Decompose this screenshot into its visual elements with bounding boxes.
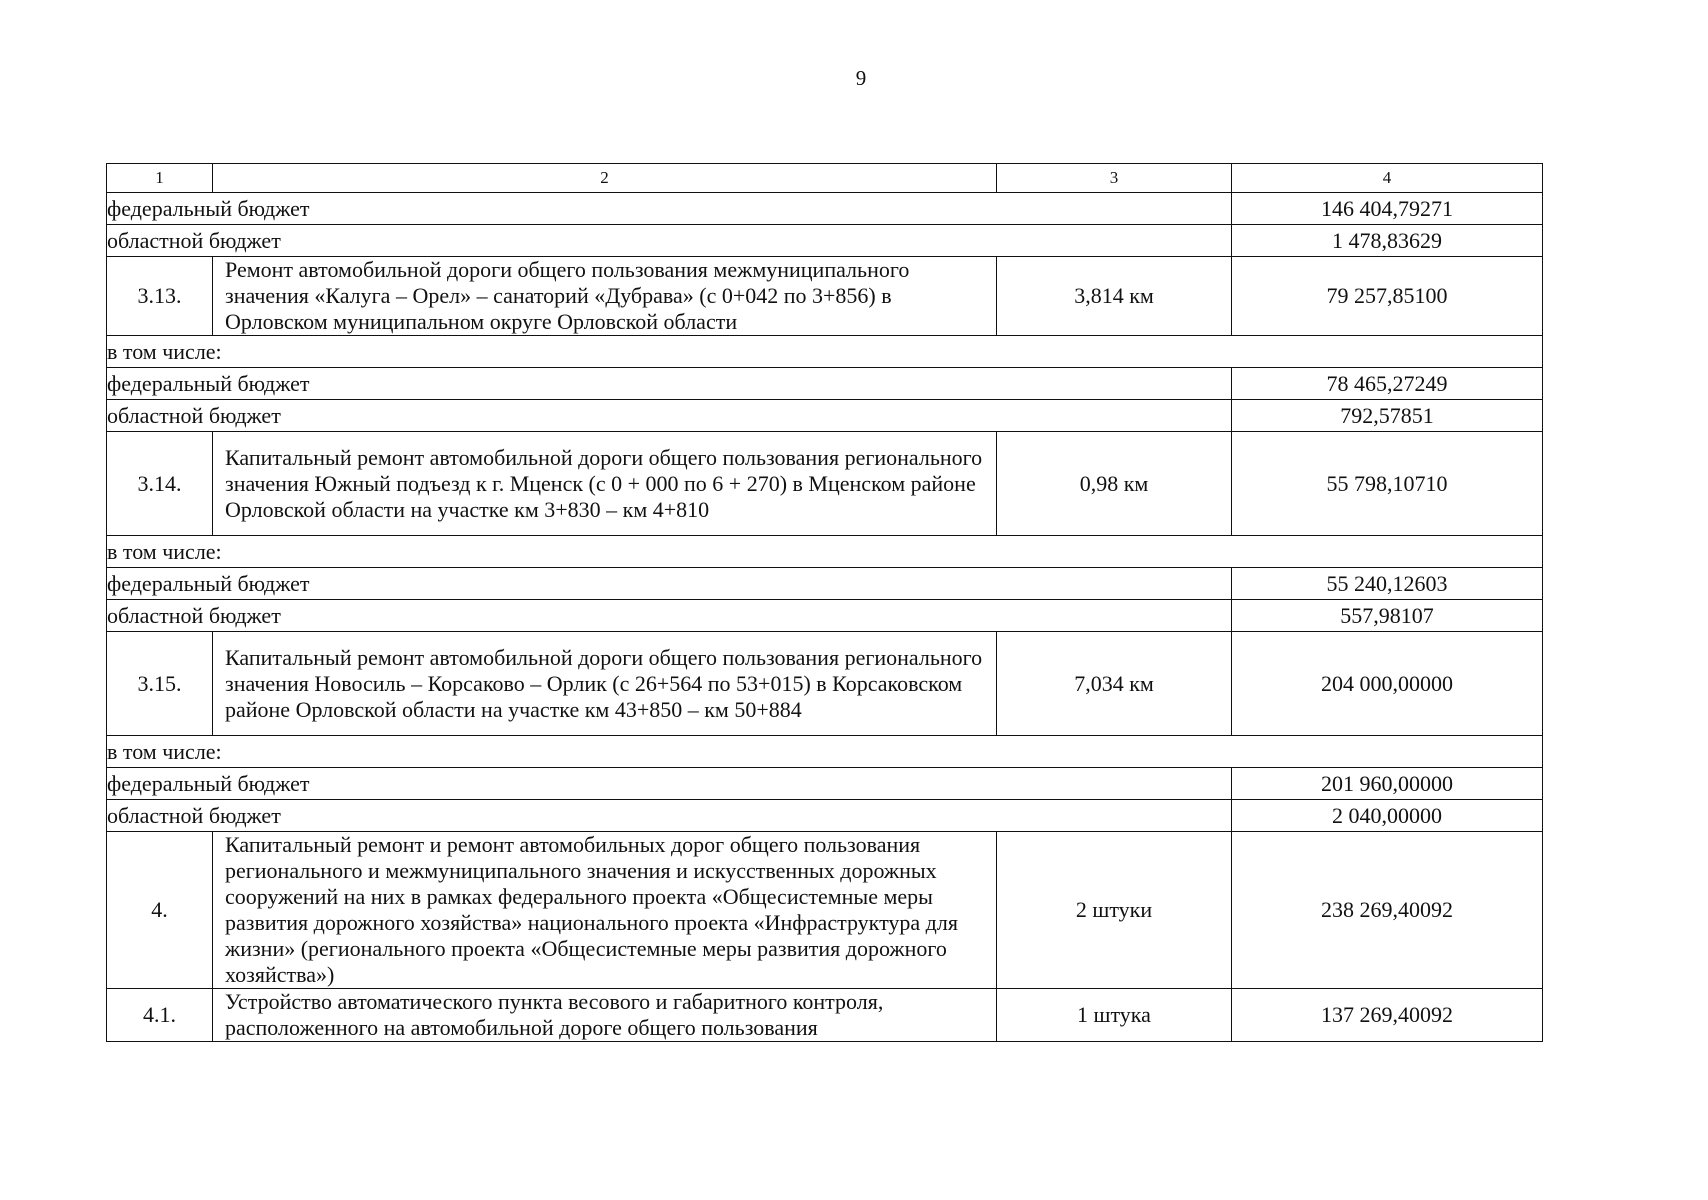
budget-value: 557,98107 [1232,600,1543,632]
item-description: Ремонт автомобильной дороги общего пользования межмуниципального значения «Калуга – Орел» – санаторий «Дубрава» (с 0+042 по 3+856) в Орловском муниципальном округе Орловской области [213,257,997,336]
column-number-1: 1 [107,164,213,193]
table-row [107,432,1543,536]
column-number-4: 4 [1232,164,1543,193]
page-number: 9 [855,66,867,90]
item-value: 79 257,85100 [1232,257,1543,336]
item-value: 238 269,40092 [1232,832,1543,989]
budget-label: федеральный бюджет [107,368,1232,400]
subtotal-note: в том числе: [107,736,1543,768]
column-number-2: 2 [213,164,997,193]
table-row [107,800,1543,832]
table-row [107,600,1543,632]
table-row [107,989,1543,1042]
item-value: 55 798,10710 [1232,432,1543,536]
item-description: Капитальный ремонт и ремонт автомобильных дорог общего пользования регионального и межмуниципального значения и искусственных дорожных сооружений на них в рамках федерального проекта «Общесистемные меры развития дорожного хозяйства» национального проекта «Инфраструктура для жизни» (регионального проекта «Общесистемные меры развития дорожного хозяйства») [213,832,997,989]
budget-value: 201 960,00000 [1232,768,1543,800]
item-quantity: 3,814 км [997,257,1232,336]
subtotal-note: в том числе: [107,336,1543,368]
budget-value: 2 040,00000 [1232,800,1543,832]
item-number: 4.1. [107,989,213,1042]
budget-value: 55 240,12603 [1232,568,1543,600]
budget-value: 146 404,79271 [1232,193,1543,225]
item-description: Устройство автоматического пункта весового и габаритного контроля, расположенного на автомобильной дороге общего пользования [213,989,997,1042]
item-number: 3.14. [107,432,213,536]
item-value: 137 269,40092 [1232,989,1543,1042]
budget-label: областной бюджет [107,225,1232,257]
budget-value: 1 478,83629 [1232,225,1543,257]
table-row [107,225,1543,257]
budget-label: федеральный бюджет [107,568,1232,600]
item-quantity: 0,98 км [997,432,1232,536]
budget-value: 792,57851 [1232,400,1543,432]
item-quantity: 7,034 км [997,632,1232,736]
budget-label: федеральный бюджет [107,768,1232,800]
item-description: Капитальный ремонт автомобильной дороги общего пользования регионального значения Южный подъезд к г. Мценск (с 0 + 000 по 6 + 270) в Мценском районе Орловской области на участке км 3+830 – км 4+810 [213,432,997,536]
column-number-3: 3 [997,164,1232,193]
budget-label: областной бюджет [107,400,1232,432]
item-number: 3.13. [107,257,213,336]
table-row [107,368,1543,400]
item-number: 4. [107,832,213,989]
item-quantity: 2 штуки [997,832,1232,989]
table-row [107,632,1543,736]
item-description: Капитальный ремонт автомобильной дороги общего пользования регионального значения Новосиль – Корсаково – Орлик (с 26+564 по 53+015) в Корсаковском районе Орловской области на участке км 43+850 – км 50+884 [213,632,997,736]
table-row [107,193,1543,225]
table-row [107,536,1543,568]
table-row [107,832,1543,989]
item-quantity: 1 штука [997,989,1232,1042]
subtotal-note: в том числе: [107,536,1543,568]
table-header-row [107,164,1543,193]
table-row [107,568,1543,600]
item-value: 204 000,00000 [1232,632,1543,736]
table-row [107,257,1543,336]
budget-label: областной бюджет [107,600,1232,632]
budget-table [106,163,1543,1042]
budget-label: областной бюджет [107,800,1232,832]
item-number: 3.15. [107,632,213,736]
budget-label: федеральный бюджет [107,193,1232,225]
table-row [107,768,1543,800]
budget-value: 78 465,27249 [1232,368,1543,400]
table-row [107,400,1543,432]
table-row [107,336,1543,368]
table-row [107,736,1543,768]
